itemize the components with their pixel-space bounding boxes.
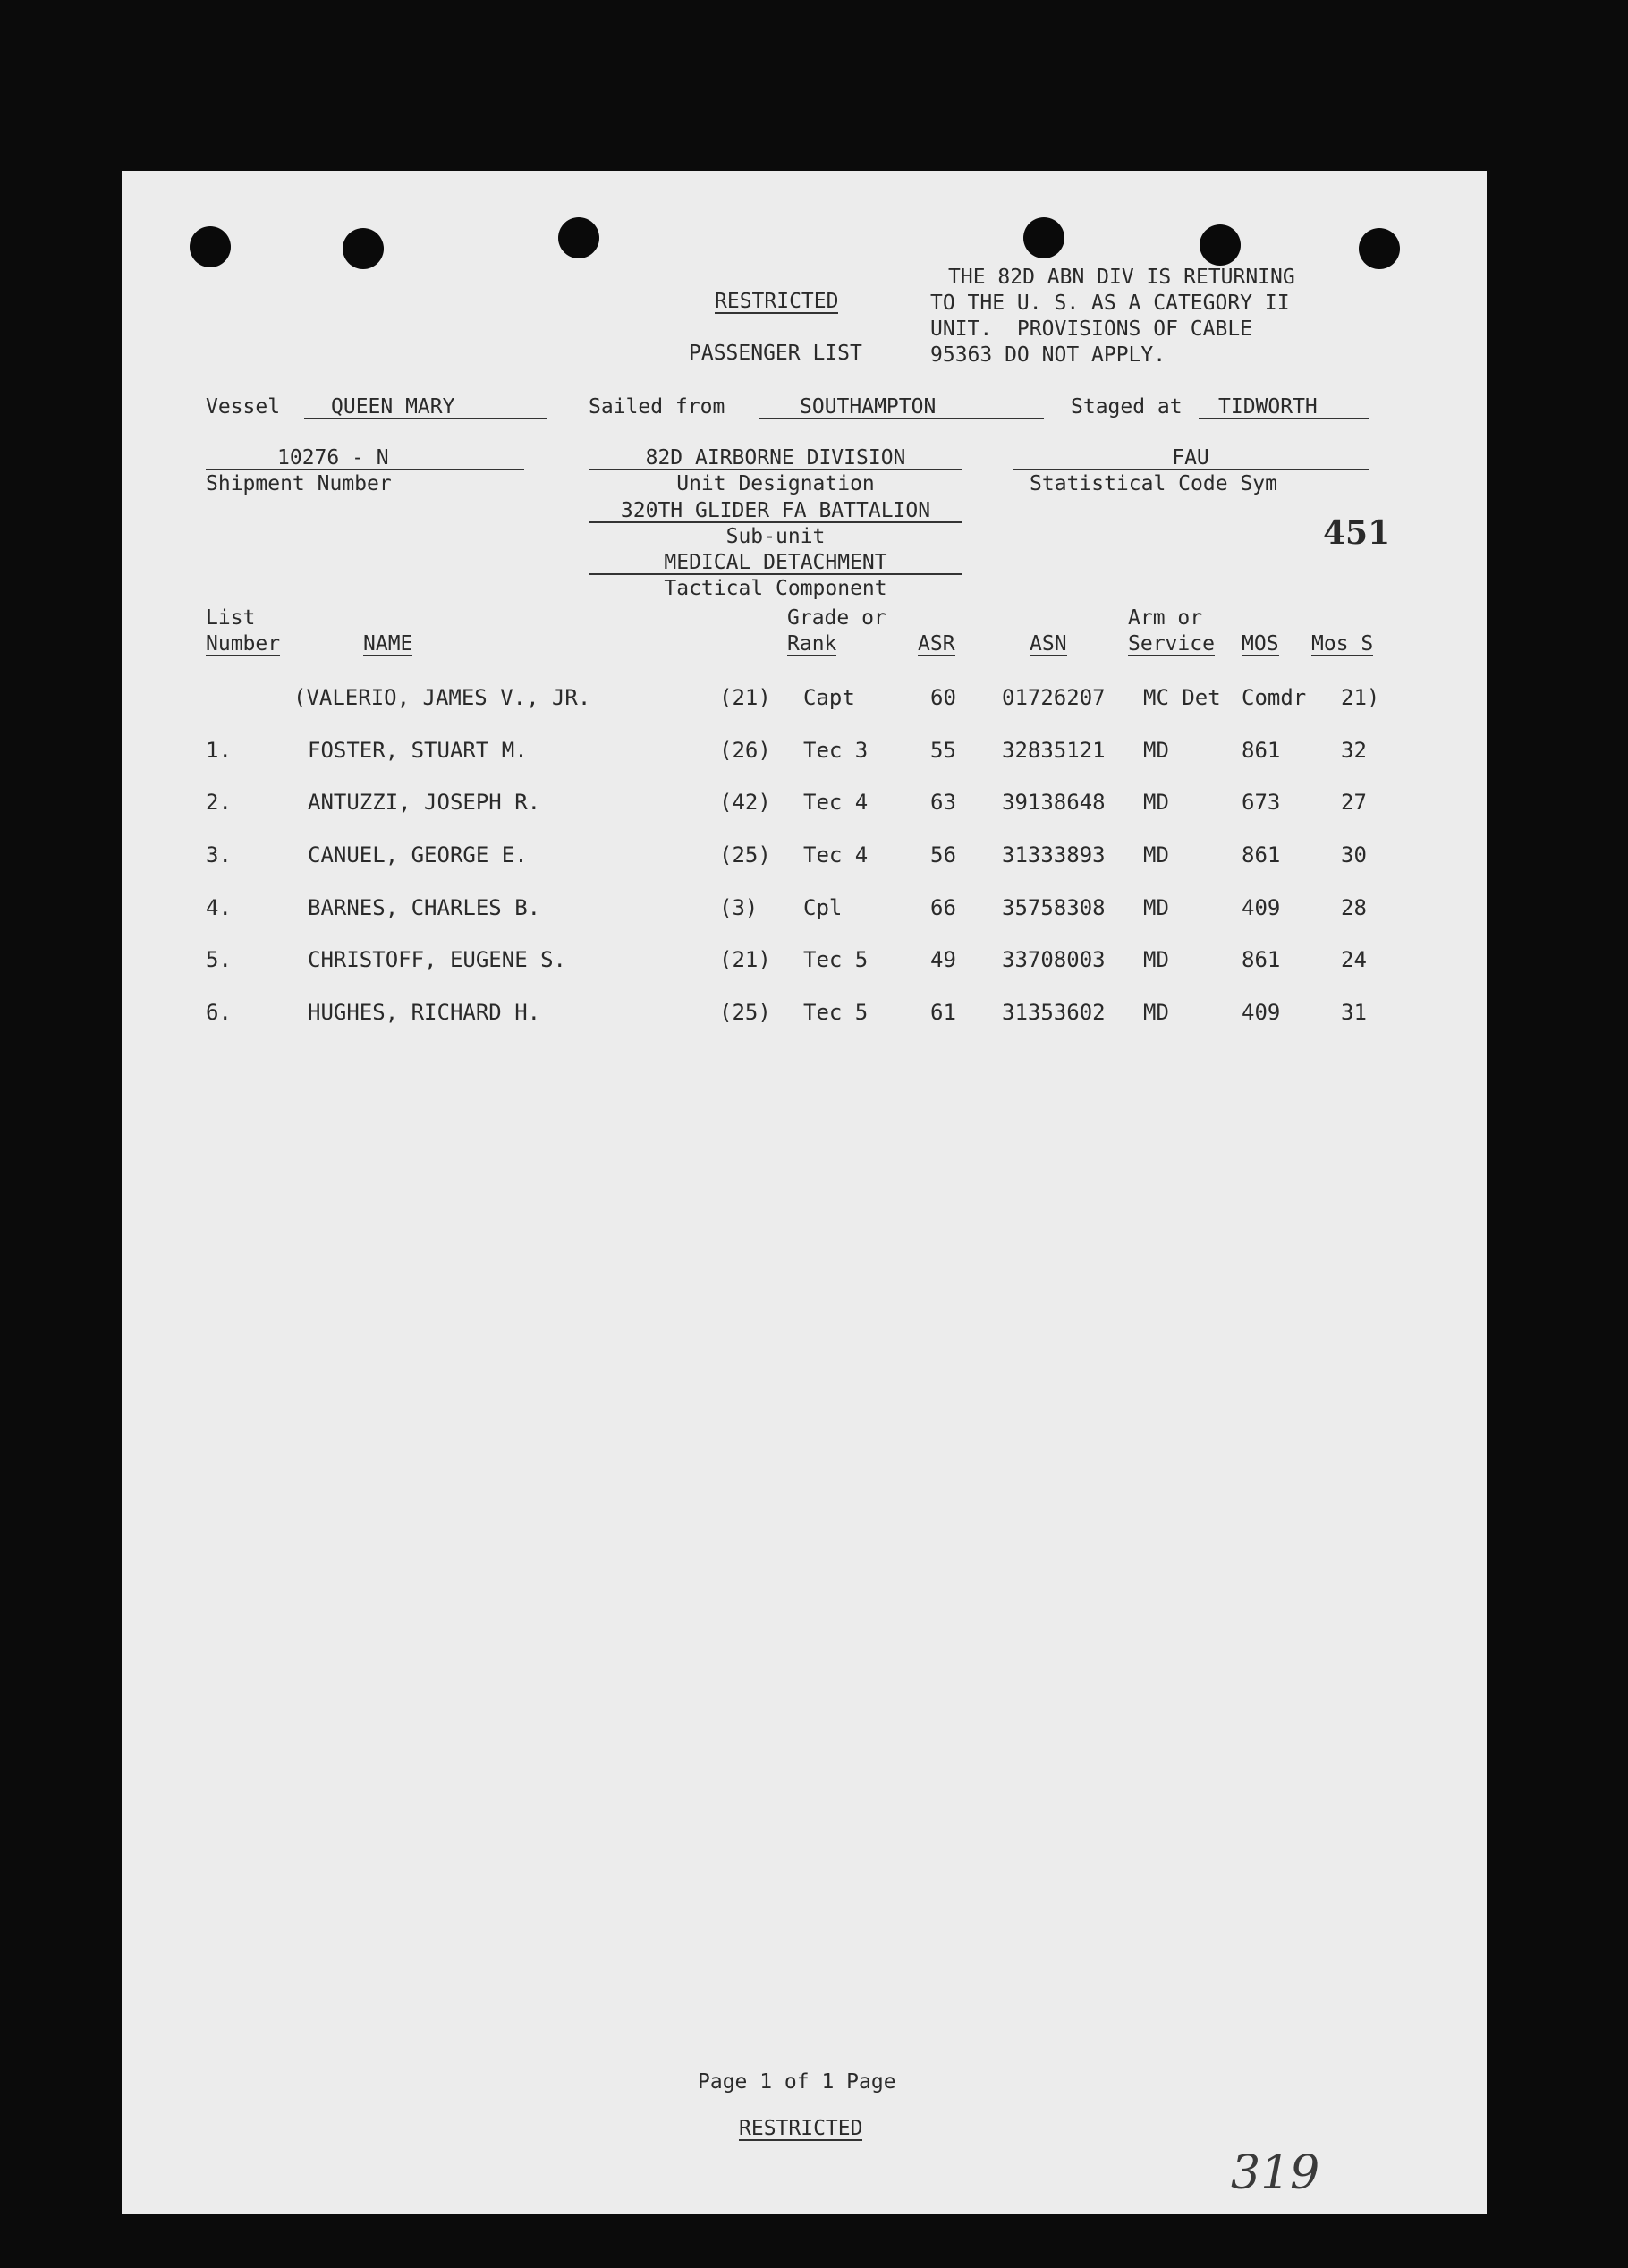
cell-grade: Tec 3 <box>803 738 869 763</box>
cell-mos-s: 30 <box>1341 842 1367 867</box>
col-grade-or: Grade or <box>787 606 886 630</box>
restricted-header: RESTRICTED <box>715 290 839 313</box>
cell-mos-s: 32 <box>1341 738 1367 763</box>
note-line: UNIT. PROVISIONS OF CABLE <box>930 317 1253 341</box>
punch-hole <box>190 226 231 267</box>
staged-at-value: TIDWORTH <box>1199 397 1369 419</box>
col-service: Service <box>1128 632 1215 656</box>
cell-asr: 49 <box>930 947 956 972</box>
note-line: 95363 DO NOT APPLY. <box>930 343 1166 367</box>
cell-list-number: 5. <box>206 947 232 972</box>
subunit-label: Sub-unit <box>725 525 826 548</box>
shipment-number-label: Shipment Number <box>206 472 392 495</box>
handwritten-number: 319 <box>1231 2146 1320 2200</box>
col-list: List <box>206 606 256 630</box>
cell-name: FOSTER, STUART M. <box>308 738 528 763</box>
page-stamp-number: 451 <box>1323 514 1391 552</box>
cell-arm-service: MD <box>1143 947 1169 972</box>
cell-code: (21) <box>719 685 771 710</box>
col-asr: ASR <box>918 632 955 656</box>
cell-code: (42) <box>719 790 771 815</box>
document-page <box>122 171 1487 2214</box>
note-line: THE 82D ABN DIV IS RETURNING <box>948 266 1295 289</box>
cell-mos: 673 <box>1242 790 1281 815</box>
statistical-code-label: Statistical Code Sym <box>1030 472 1277 495</box>
col-arm-or: Arm or <box>1128 606 1203 630</box>
subunit-value: 320TH GLIDER FA BATTALION <box>589 501 962 523</box>
cell-mos-s: 24 <box>1341 947 1367 972</box>
cell-name: BARNES, CHARLES B. <box>308 895 541 920</box>
punch-hole <box>1359 228 1400 269</box>
cell-asr: 63 <box>930 790 956 815</box>
cell-asn: 33708003 <box>1002 947 1106 972</box>
cell-grade: Tec 5 <box>803 947 869 972</box>
passenger-list-title: PASSENGER LIST <box>689 342 862 365</box>
cell-mos: 861 <box>1242 842 1281 867</box>
note-line: TO THE U. S. AS A CATEGORY II <box>930 292 1290 315</box>
cell-mos: 861 <box>1242 947 1281 972</box>
shipment-number-value: 10276 - N <box>206 448 524 470</box>
cell-asn: 35758308 <box>1002 895 1106 920</box>
col-rank: Rank <box>787 632 837 656</box>
cell-asn: 31333893 <box>1002 842 1106 867</box>
restricted-footer: RESTRICTED <box>739 2117 863 2140</box>
cell-mos-s: 27 <box>1341 790 1367 815</box>
tactical-component-label: Tactical Component <box>664 577 887 600</box>
col-mos: MOS <box>1242 632 1279 656</box>
cell-mos: 861 <box>1242 738 1281 763</box>
cell-mos: Comdr <box>1242 685 1307 710</box>
punch-hole <box>558 217 599 258</box>
cell-mos-s: 31 <box>1341 1000 1367 1025</box>
cell-asn: 31353602 <box>1002 1000 1106 1025</box>
cell-asr: 61 <box>930 1000 956 1025</box>
punch-hole <box>343 228 384 269</box>
cell-list-number: 3. <box>206 842 232 867</box>
vessel-value: QUEEN MARY <box>304 397 547 419</box>
cell-arm-service: MC Det <box>1143 685 1221 710</box>
cell-grade: Tec 5 <box>803 1000 869 1025</box>
cell-code: (25) <box>719 1000 771 1025</box>
cell-name: HUGHES, RICHARD H. <box>308 1000 541 1025</box>
cell-arm-service: MD <box>1143 895 1169 920</box>
cell-code: (3) <box>719 895 759 920</box>
cell-grade: Capt <box>803 685 855 710</box>
unit-designation-value: 82D AIRBORNE DIVISION <box>589 448 962 470</box>
cell-asr: 55 <box>930 738 956 763</box>
cell-name: (VALERIO, JAMES V., JR. <box>293 685 591 710</box>
cell-name: ANTUZZI, JOSEPH R. <box>308 790 541 815</box>
staged-at-label: Staged at <box>1071 395 1183 419</box>
vessel-label: Vessel <box>206 395 281 419</box>
cell-name: CHRISTOFF, EUGENE S. <box>308 947 566 972</box>
cell-arm-service: MD <box>1143 738 1169 763</box>
cell-list-number: 4. <box>206 895 232 920</box>
cell-arm-service: MD <box>1143 790 1169 815</box>
col-number: Number <box>206 632 281 656</box>
statistical-code-value: FAU <box>1013 448 1369 470</box>
cell-arm-service: MD <box>1143 842 1169 867</box>
cell-asn: 39138648 <box>1002 790 1106 815</box>
punch-hole <box>1023 217 1064 258</box>
cell-arm-service: MD <box>1143 1000 1169 1025</box>
cell-list-number: 1. <box>206 738 232 763</box>
cell-code: (25) <box>719 842 771 867</box>
punch-hole <box>1200 224 1241 266</box>
sailed-from-value: SOUTHAMPTON <box>759 397 1044 419</box>
cell-asr: 60 <box>930 685 956 710</box>
cell-grade: Tec 4 <box>803 842 869 867</box>
cell-asr: 56 <box>930 842 956 867</box>
page-count: Page 1 of 1 Page <box>698 2070 896 2094</box>
tactical-component-value: MEDICAL DETACHMENT <box>589 553 962 575</box>
cell-asr: 66 <box>930 895 956 920</box>
cell-asn: 01726207 <box>1002 685 1106 710</box>
cell-mos: 409 <box>1242 895 1281 920</box>
cell-asn: 32835121 <box>1002 738 1106 763</box>
cell-grade: Tec 4 <box>803 790 869 815</box>
cell-name: CANUEL, GEORGE E. <box>308 842 528 867</box>
col-name: NAME <box>363 632 413 656</box>
cell-list-number: 2. <box>206 790 232 815</box>
cell-mos: 409 <box>1242 1000 1281 1025</box>
cell-mos-s: 28 <box>1341 895 1367 920</box>
col-asn: ASN <box>1030 632 1067 656</box>
cell-code: (26) <box>719 738 771 763</box>
unit-designation-label: Unit Designation <box>676 472 875 495</box>
cell-code: (21) <box>719 947 771 972</box>
cell-list-number: 6. <box>206 1000 232 1025</box>
col-mos-s: Mos S <box>1311 632 1374 656</box>
cell-grade: Cpl <box>803 895 843 920</box>
cell-mos-s: 21) <box>1341 685 1380 710</box>
sailed-from-label: Sailed from <box>589 395 725 419</box>
